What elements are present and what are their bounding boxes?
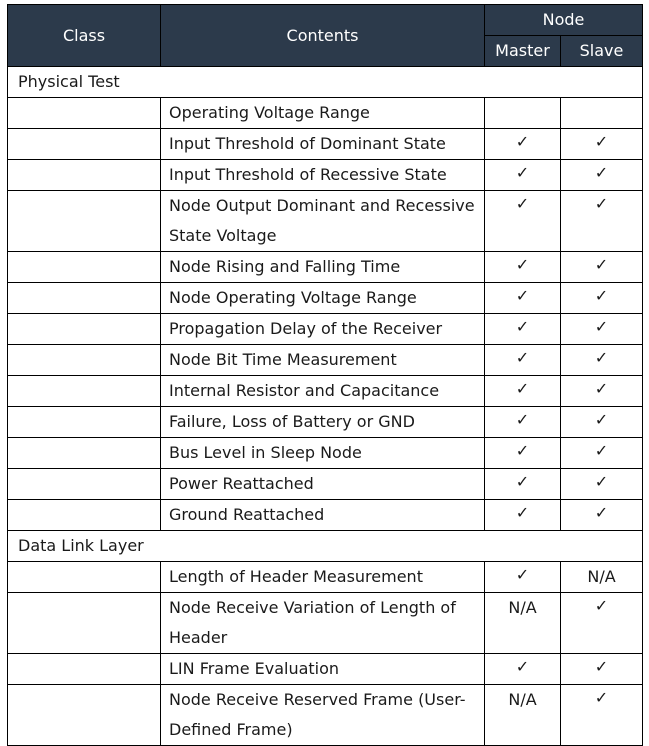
checkmark-icon: ✓ [515,317,530,336]
section-title: Data Link Layer [8,531,643,562]
slave-cell [561,469,643,500]
table-row [8,98,643,129]
checkmark-icon: ✓ [594,194,609,213]
master-value: N/A [508,690,537,709]
checkmark-icon: ✓ [594,348,609,367]
class-cell [8,345,161,376]
section-title: Physical Test [8,67,643,98]
content-cell: Node Bit Time Measurement [161,345,485,376]
slave-value: N/A [587,567,616,586]
checkmark-icon: ✓ [515,286,530,305]
content-cell: Node Receive Variation of Length of Header [161,593,485,654]
checkmark-icon: ✓ [594,657,609,676]
table-row [8,593,643,654]
class-cell [8,191,161,252]
checkmark-icon: ✓ [594,163,609,182]
class-cell [8,376,161,407]
master-cell [485,593,561,654]
content-cell: Node Receive Reserved Frame (User-Defined Frame) [161,685,485,746]
checkmark-icon: ✓ [594,317,609,336]
slave-cell [561,376,643,407]
class-cell [8,160,161,191]
table-body [8,67,643,746]
content-cell: Input Threshold of Recessive State [161,160,485,191]
slave-cell [561,438,643,469]
checkmark-icon: ✓ [594,596,609,615]
class-cell [8,98,161,129]
table-row [8,314,643,345]
content-cell: Node Output Dominant and Recessive State Voltage [161,191,485,252]
checkmark-icon: ✓ [594,688,609,707]
master-cell [485,129,561,160]
content-cell: Bus Level in Sleep Node [161,438,485,469]
master-cell [485,191,561,252]
table-row [8,191,643,252]
master-cell [485,345,561,376]
slave-cell [561,500,643,531]
master-cell [485,376,561,407]
header-slave: Slave [561,36,643,67]
slave-cell [561,283,643,314]
class-cell [8,593,161,654]
slave-cell [561,407,643,438]
content-cell: Power Reattached [161,469,485,500]
checkmark-icon: ✓ [515,348,530,367]
table-row [8,685,643,746]
master-value: N/A [508,598,537,617]
master-cell [485,469,561,500]
class-cell [8,654,161,685]
content-cell: Node Rising and Falling Time [161,252,485,283]
master-cell [485,314,561,345]
checkmark-icon: ✓ [515,472,530,491]
master-cell [485,654,561,685]
table-row [8,252,643,283]
header-master: Master [485,36,561,67]
master-cell [485,160,561,191]
table-header [8,5,643,67]
class-cell [8,314,161,345]
master-cell [485,98,561,129]
slave-cell [561,160,643,191]
table-row [8,438,643,469]
master-cell [485,283,561,314]
class-cell [8,252,161,283]
class-cell [8,438,161,469]
checkmark-icon: ✓ [594,132,609,151]
content-cell: Propagation Delay of the Receiver [161,314,485,345]
table-row [8,562,643,593]
slave-cell [561,345,643,376]
class-cell [8,562,161,593]
checkmark-icon: ✓ [515,163,530,182]
master-cell [485,252,561,283]
slave-cell [561,685,643,746]
class-cell [8,500,161,531]
content-cell: Ground Reattached [161,500,485,531]
checkmark-icon: ✓ [515,255,530,274]
header-contents: Contents [161,5,485,67]
content-cell: Failure, Loss of Battery or GND [161,407,485,438]
checkmark-icon: ✓ [515,132,530,151]
class-cell [8,283,161,314]
master-cell [485,407,561,438]
content-cell: Input Threshold of Dominant State [161,129,485,160]
table-row [8,500,643,531]
checkmark-icon: ✓ [594,286,609,305]
slave-cell [561,562,643,593]
checkmark-icon: ✓ [515,657,530,676]
header-node: Node [485,5,643,36]
table-row [8,160,643,191]
slave-cell [561,252,643,283]
checkmark-icon: ✓ [515,441,530,460]
master-cell [485,685,561,746]
content-cell: LIN Frame Evaluation [161,654,485,685]
checkmark-icon: ✓ [515,194,530,213]
content-cell: Internal Resistor and Capacitance [161,376,485,407]
table-row [8,345,643,376]
checkmark-icon: ✓ [594,255,609,274]
class-cell [8,685,161,746]
class-cell [8,469,161,500]
checkmark-icon: ✓ [594,503,609,522]
content-cell: Operating Voltage Range [161,98,485,129]
slave-cell [561,129,643,160]
checkmark-icon: ✓ [594,441,609,460]
slave-cell [561,593,643,654]
table-row [8,283,643,314]
table-row [8,469,643,500]
checkmark-icon: ✓ [515,379,530,398]
section-row [8,531,643,562]
slave-cell [561,314,643,345]
checkmark-icon: ✓ [515,503,530,522]
master-cell [485,562,561,593]
table-row [8,407,643,438]
table-row [8,376,643,407]
slave-cell [561,98,643,129]
header-class: Class [8,5,161,67]
checkmark-icon: ✓ [594,410,609,429]
checkmark-icon: ✓ [594,379,609,398]
content-cell: Node Operating Voltage Range [161,283,485,314]
checkmark-icon: ✓ [594,472,609,491]
slave-cell [561,191,643,252]
class-cell [8,129,161,160]
master-cell [485,500,561,531]
checkmark-icon: ✓ [515,565,530,584]
content-cell: Length of Header Measurement [161,562,485,593]
slave-cell [561,654,643,685]
checkmark-icon: ✓ [515,410,530,429]
section-row [8,67,643,98]
master-cell [485,438,561,469]
table-row [8,129,643,160]
class-cell [8,407,161,438]
table-row [8,654,643,685]
test-matrix-table [7,4,643,746]
